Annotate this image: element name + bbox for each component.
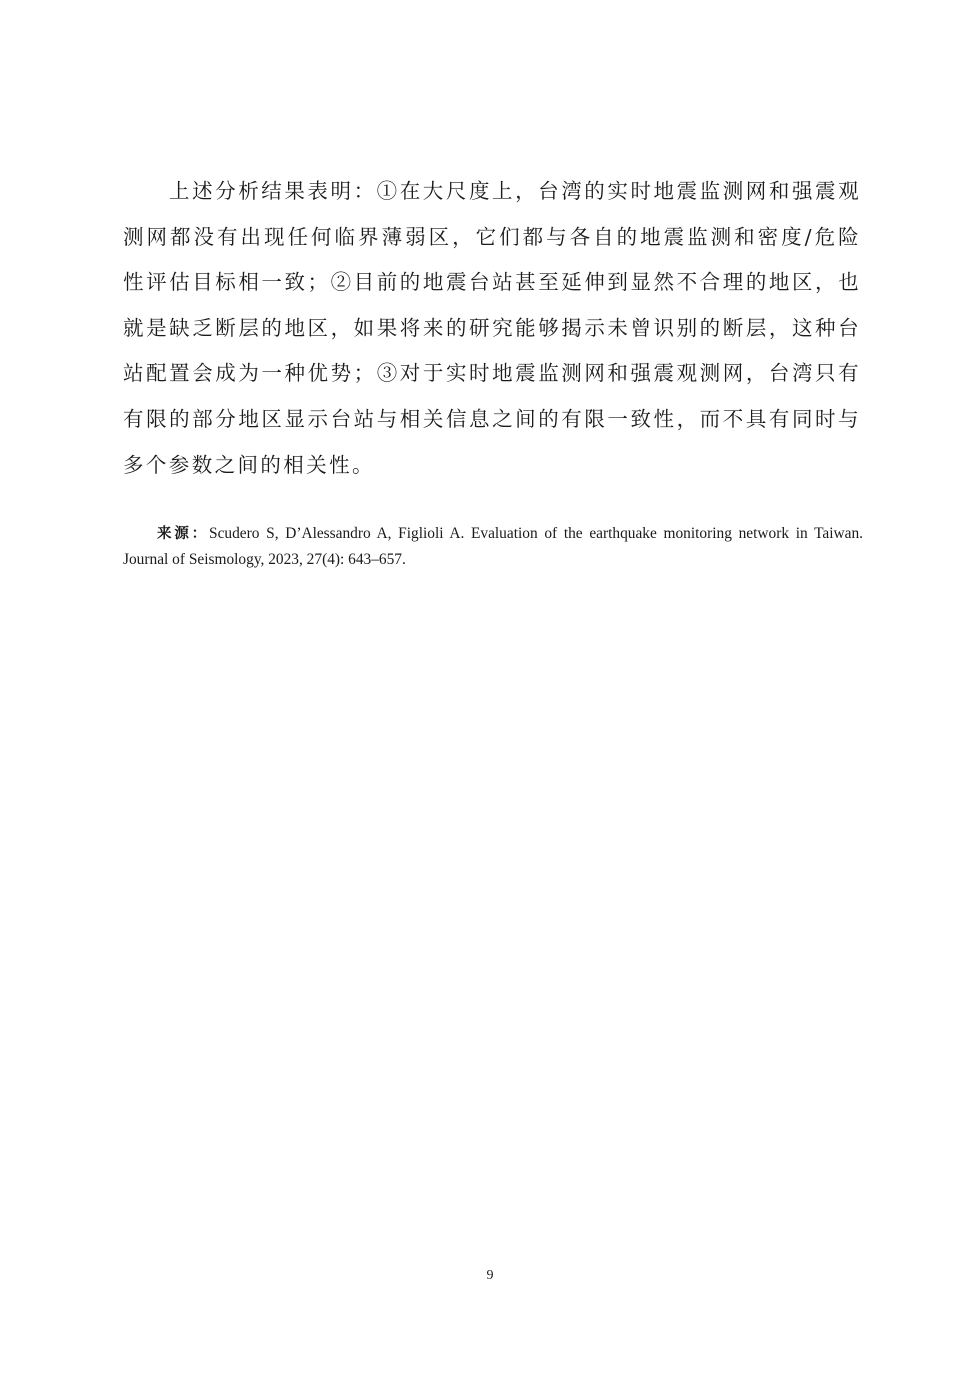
- source-citation-text: Scudero S, D’Alessandro A, Figlioli A. Evaluation of the earthquake monitoring network in Taiwan. Journal of Seismology, 2023, 27(4): 643–657.: [123, 525, 864, 568]
- page-number: 9: [486, 1268, 494, 1283]
- source-label: 来源：: [157, 526, 210, 542]
- body-paragraph: 上述分析结果表明：①在大尺度上，台湾的实时地震监测网和强震观测网都没有出现任何临界薄弱区，它们都与各自的地震监测和密度/危险性评估目标相一致；②目前的地震台站甚至延伸到显然不合理的地区，也就是缺乏断层的地区，如果将来的研究能够揭示未曾识别的断层，这种台站配置会成为一种优势；③对于实时地震监测网和强震观测网，台湾只有有限的部分地区显示台站与相关信息之间的有限一致性，而不具有同时与多个参数之间的相关性。: [123, 179, 861, 477]
- source-citation: [123, 521, 863, 573]
